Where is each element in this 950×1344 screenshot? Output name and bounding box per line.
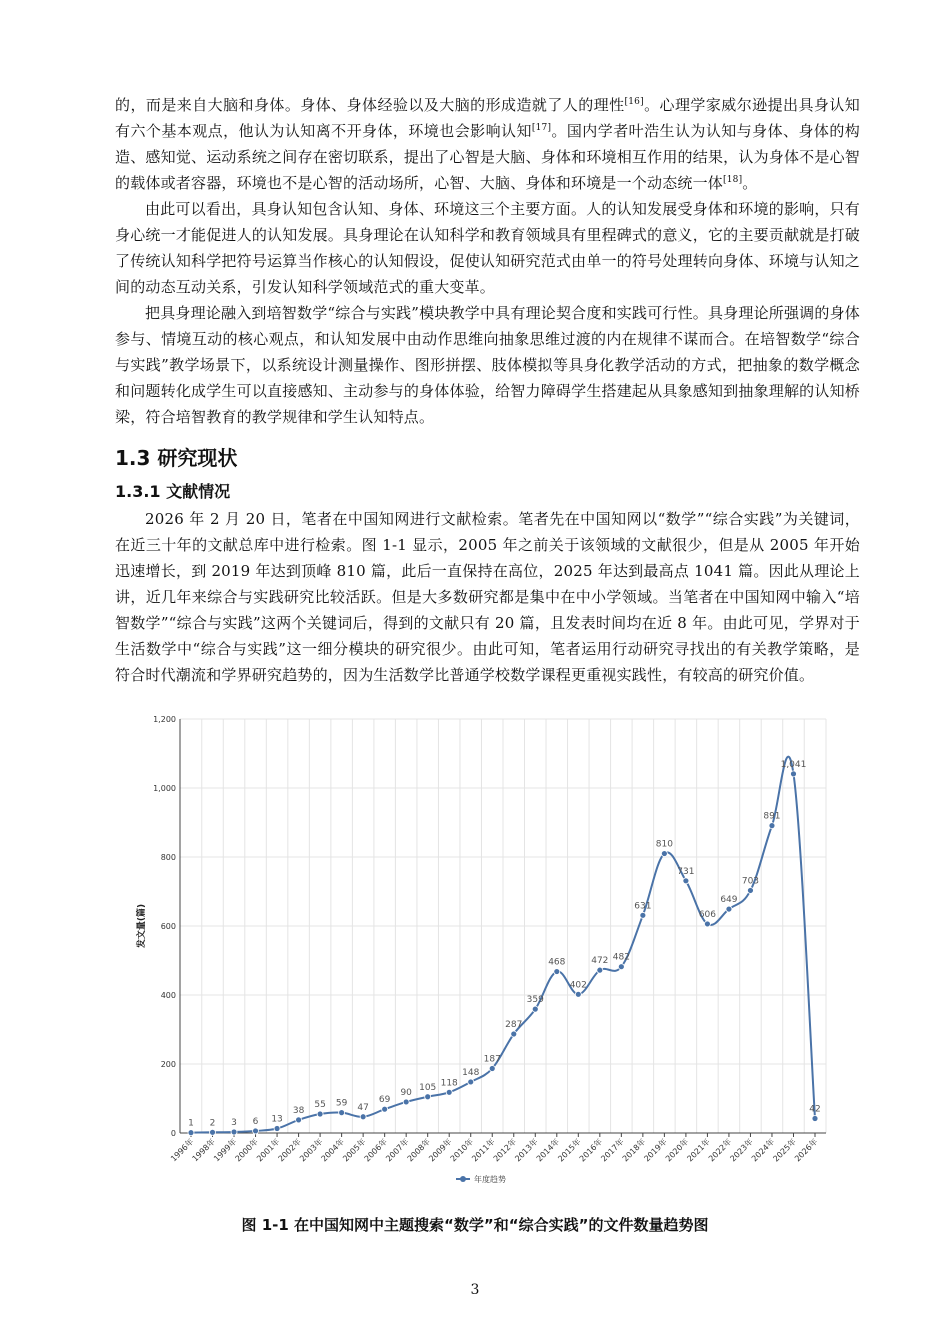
data-label: 891 (763, 811, 781, 822)
data-point (188, 1130, 194, 1136)
section-heading: 1.3 研究现状 (115, 446, 238, 470)
x-tick-label: 2010年 (448, 1137, 476, 1164)
x-tick-label: 1996年 (168, 1137, 196, 1164)
y-tick-label: 1,000 (153, 784, 176, 793)
data-label: 472 (591, 956, 609, 967)
data-label: 3 (231, 1117, 237, 1128)
data-point (511, 1031, 517, 1037)
x-tick-label: 1998年 (190, 1137, 217, 1164)
x-tick-label: 2006年 (362, 1137, 390, 1164)
data-label: 105 (419, 1082, 437, 1093)
data-label: 90 (400, 1087, 412, 1098)
x-tick-label: 2020年 (663, 1137, 691, 1164)
text-run: 。国内学者叶浩生认为认知与身体、身体的构造、感知觉、运动系统之间存在密切联系，提出了心智是大脑、身体和环境相互作用的结果，认为身体不是心智的载体或者容器，环境也不是心智的活动场所，心智、大脑、身体和环境是一个动态统一体 (115, 122, 860, 192)
x-tick-label: 2001年 (255, 1137, 282, 1164)
x-tick-label: 2025年 (771, 1137, 798, 1164)
data-point (704, 921, 710, 927)
data-label: 187 (483, 1054, 501, 1065)
x-tick-label: 2011年 (470, 1137, 497, 1164)
paragraph-4: 2026 年 2 月 20 日，笔者在中国知网进行文献检索。笔者先在中国知网以“数学”“综合实践”为关键词，在近三十年的文献总库中进行检索。图 1-1 显示，2005 年之前关于该领域的文献很少，但是从 2005 年开始迅速增长，到 2019 年达到顶峰 810 篇，此后一直保持在高位，2025 年达到最高点 1041 篇。因此从理论上讲，近几年来综合与实践研究比较活跃。但是大多数研究都是集中在中小学领域。当笔者在中国知网中输入“培智数学”“综合与实践”这两个关键词后，得到的文献只有 20 篇，且发表时间均在近 8 年。由此可见，学界对于生活数学中“综合与实践”这一细分模块的研究很少。由此可知，笔者运用行动研究寻找出的有关教学策略，是符合时代潮流和学界研究趋势的，因为生活数学比普通学校数学课程更重视实践性，有较高的研究价值。 (115, 510, 860, 684)
x-tick-label: 2000年 (233, 1137, 260, 1164)
data-point (403, 1099, 409, 1105)
x-tick-label: 2004年 (319, 1137, 347, 1164)
y-tick-label: 1,200 (153, 715, 176, 724)
chart-axes (135, 715, 826, 1163)
data-point (597, 967, 603, 973)
y-tick-label: 800 (160, 853, 176, 862)
x-tick-label: 2002年 (276, 1137, 304, 1164)
data-point (575, 991, 581, 997)
x-tick-label: 2012年 (491, 1137, 519, 1164)
data-point (360, 1114, 366, 1120)
data-label: 631 (634, 901, 652, 912)
data-label: 13 (271, 1114, 283, 1125)
data-label: 703 (741, 876, 760, 887)
x-tick-label: 2007年 (384, 1137, 411, 1164)
data-point (489, 1065, 495, 1071)
data-label: 59 (335, 1098, 348, 1109)
data-label: 482 (612, 952, 630, 963)
data-label: 731 (677, 866, 695, 877)
y-tick-label: 600 (160, 922, 176, 931)
data-point (382, 1106, 388, 1112)
data-point (425, 1094, 431, 1100)
data-point (468, 1079, 474, 1085)
data-point (317, 1111, 323, 1117)
trend-line-chart (128, 712, 840, 1192)
data-point (747, 887, 753, 893)
data-label: 69 (378, 1095, 391, 1106)
data-label: 55 (314, 1100, 326, 1111)
data-point (231, 1129, 237, 1135)
data-label: 649 (720, 895, 738, 906)
data-point (661, 851, 667, 857)
x-tick-label: 2003年 (298, 1137, 325, 1164)
legend-label: 年度趋势 (474, 1175, 506, 1184)
citation-17[interactable]: [17] (531, 123, 552, 133)
data-label: 118 (440, 1078, 458, 1089)
x-tick-label: 2023年 (728, 1137, 755, 1164)
data-label: 359 (526, 995, 544, 1006)
data-label: 6 (252, 1116, 259, 1127)
y-tick-label: 0 (170, 1129, 176, 1138)
text-run: 的，而是来自大脑和身体。身体、身体经验以及大脑的形成造就了人的理性 (115, 96, 625, 114)
x-tick-label: 2009年 (427, 1137, 454, 1164)
x-tick-label: 2018年 (620, 1137, 648, 1164)
page-number: 3 (470, 1282, 480, 1298)
x-tick-label: 2021年 (685, 1137, 712, 1164)
data-point (683, 878, 689, 884)
paragraph-2: 由此可以看出，具身认知包含认知、身体、环境这三个主要方面。人的认知发展受身体和环境的影响，只有身心统一才能促进人的认知发展。具身理论在认知科学和教育领域具有里程碑式的意义，它的主要贡献就是打破了传统认知科学把符号运算当作核心的认知假设，促使认知研究范式由单一的符号处理转向身体、环境与认知之间的动态互动关系，引发认知科学领域范式的重大变革。 (115, 200, 860, 296)
x-tick-label: 2013年 (513, 1137, 540, 1164)
chart-data-labels (188, 760, 821, 1129)
text-run: 。心理学家威尔逊提出具身认知有六个基本观点，他认为认知离不开身体，环境也会影响认知 (115, 96, 860, 140)
x-tick-label: 2017年 (599, 1137, 626, 1164)
x-tick-label: 2005年 (341, 1137, 368, 1164)
citation-16[interactable]: [16] (624, 97, 644, 107)
data-point (532, 1006, 538, 1012)
paragraph-1 (115, 92, 860, 196)
legend-marker (460, 1176, 466, 1182)
data-point (446, 1089, 452, 1095)
data-label: 2 (209, 1118, 216, 1129)
data-label: 1,041 (780, 759, 807, 770)
x-tick-label: 2019年 (642, 1137, 669, 1164)
data-label: 606 (698, 909, 717, 920)
x-tick-label: 2022年 (706, 1137, 734, 1164)
data-point (618, 964, 624, 970)
x-tick-label: 2024年 (749, 1137, 777, 1164)
data-point (726, 906, 732, 912)
data-point (274, 1126, 280, 1132)
y-axis-title: 发文量(篇) (137, 903, 147, 949)
data-point (296, 1117, 302, 1123)
data-label: 810 (655, 839, 673, 850)
data-point (339, 1110, 345, 1116)
data-label: 148 (462, 1067, 480, 1078)
citation-18[interactable]: [18] (723, 175, 743, 185)
paragraph-3: 把具身理论融入到培智数学“综合与实践”模块教学中具有理论契合度和实践可行性。具身理论所强调的身体参与、情境互动的核心观点，和认知发展中由动作思维向抽象思维过渡的内在规律不谋而合。在培智数学“综合与实践”教学场景下，以系统设计测量操作、图形拼摆、肢体模拟等具身化教学活动的方式，把抽象的数学概念和问题转化成学生可以直接感知、主动参与的身体体验，给智力障碍学生搭建起从具象感知到抽象理解的认知桥梁，符合培智教育的教学规律和学生认知特点。 (115, 304, 860, 426)
chart-legend[interactable] (456, 1174, 506, 1184)
data-point (812, 1116, 818, 1122)
data-point (769, 823, 775, 829)
data-point (790, 771, 796, 777)
chart-grid (180, 719, 826, 1133)
x-tick-label: 2015年 (556, 1137, 583, 1164)
data-label: 287 (505, 1019, 523, 1030)
x-tick-label: 2026年 (792, 1137, 820, 1164)
data-label: 1 (188, 1118, 194, 1129)
data-label: 47 (357, 1102, 369, 1113)
data-label: 468 (548, 957, 566, 968)
y-tick-label: 200 (160, 1060, 176, 1069)
subsection-heading: 1.3.1 文献情况 (115, 482, 231, 501)
data-label: 402 (569, 980, 587, 991)
data-point (640, 912, 646, 918)
x-tick-label: 1999年 (212, 1137, 239, 1164)
text-run: 。 (742, 174, 758, 192)
x-tick-label: 2008年 (405, 1137, 433, 1164)
x-tick-label: 2016年 (577, 1137, 605, 1164)
data-point (253, 1128, 259, 1134)
figure-caption: 图 1-1 在中国知网中主题搜索“数学”和“综合实践”的文件数量趋势图 (241, 1216, 709, 1234)
page-body (115, 92, 860, 688)
data-point (554, 969, 560, 975)
x-tick-label: 2014年 (534, 1137, 562, 1164)
data-label: 38 (292, 1105, 305, 1116)
data-label: 42 (809, 1104, 821, 1115)
data-point (210, 1129, 216, 1135)
y-tick-label: 400 (160, 991, 176, 1000)
